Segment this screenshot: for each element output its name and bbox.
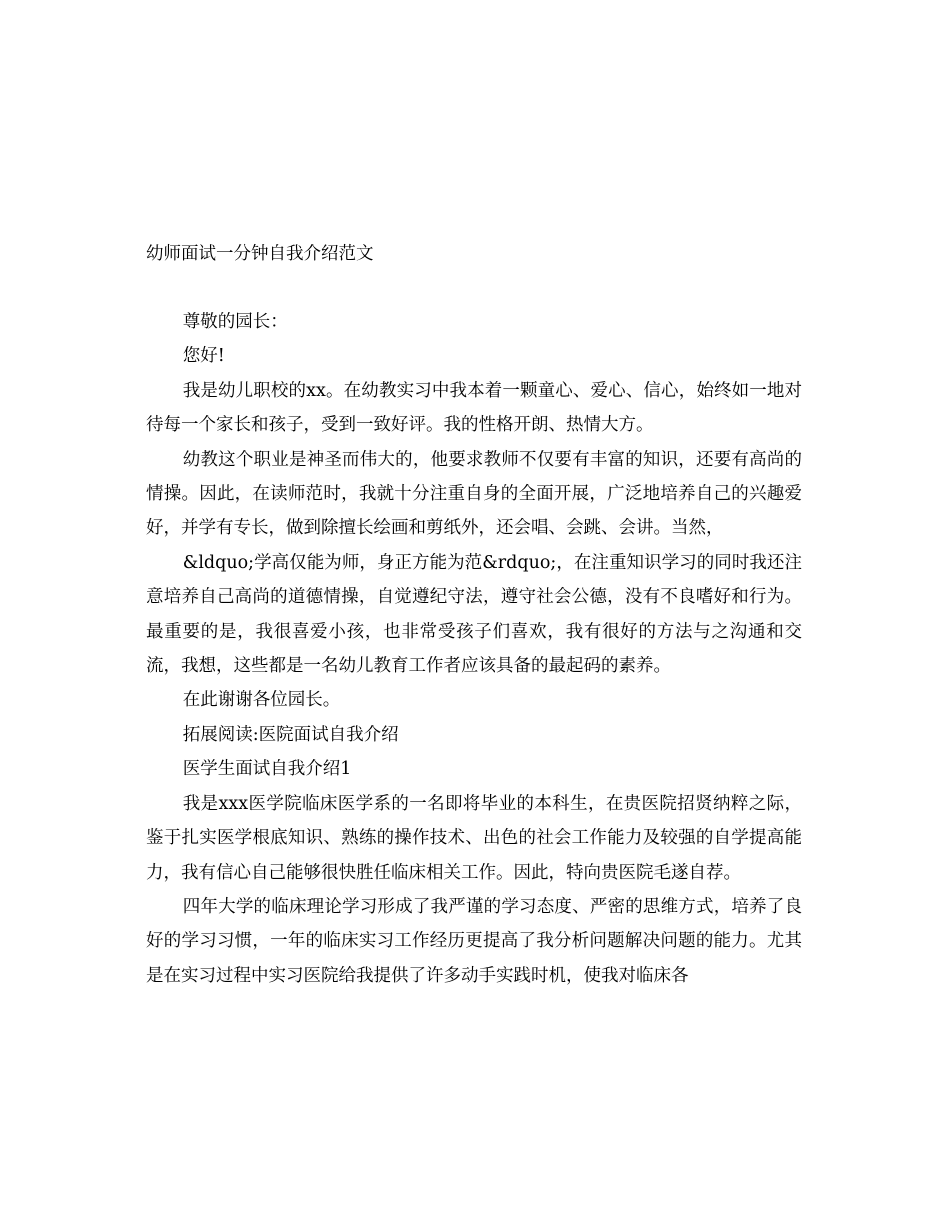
paragraph-extended-reading: 拓展阅读:医院面试自我介绍 xyxy=(182,724,399,745)
paragraph-character: &ldquo;学高仅能为师，身正方能为范&rdquo;，在注重知识学习的同时我还注意培养自己高尚的道德情操，自觉遵纪守法，遵守社会公德，没有不良嗜好和行为。最重要的是，我很喜爱小孩，也非常受孩子们喜欢，我有很好的方法与之沟通和交流，我想，这些都是一名幼儿教育工作者应该具备的最起码的素养。 xyxy=(146,552,802,677)
document-body xyxy=(146,236,802,993)
paragraph-section-heading: 医学生面试自我介绍1 xyxy=(182,759,352,780)
paragraph-thanks: 在此谢谢各位园长。 xyxy=(182,690,341,711)
document-title: 幼师面试一分钟自我介绍范文 xyxy=(146,244,374,264)
paragraph-greeting: 您好! xyxy=(182,346,225,367)
paragraph-medical-intro: 我是xxx医学院临床医学系的一名即将毕业的本科生，在贵医院招贤纳粹之际，鉴于扎实医学根底知识、熟练的操作技术、出色的社会工作能力及较强的自学提高能力，我有信心自己能够很快胜任临床相关工作。因此，特向贵医院毛遂自荐。 xyxy=(146,793,802,883)
paragraph-profession: 幼教这个职业是神圣而伟大的，他要求教师不仅要有丰富的知识，还要有高尚的情操。因此，在读师范时，我就十分注重自身的全面开展，广泛地培养自己的兴趣爱好，并学有专长，做到除擅长绘画和剪纸外，还会唱、会跳、会讲。当然， xyxy=(146,449,802,539)
paragraph-introduction: 我是幼儿职校的xx。在幼教实习中我本着一颗童心、爱心、信心，始终如一地对待每一个家长和孩子，受到一致好评。我的性格开朗、热情大方。 xyxy=(146,380,802,436)
paragraph-salutation: 尊敬的园长： xyxy=(182,312,288,332)
paragraph-medical-study: 四年大学的临床理论学习形成了我严谨的学习态度、严密的思维方式，培养了良好的学习习惯，一年的临床实习工作经历更提高了我分析问题解决问题的能力。尤其是在实习过程中实习医院给我提供了许多动手实践时机，使我对临床各 xyxy=(146,896,802,986)
